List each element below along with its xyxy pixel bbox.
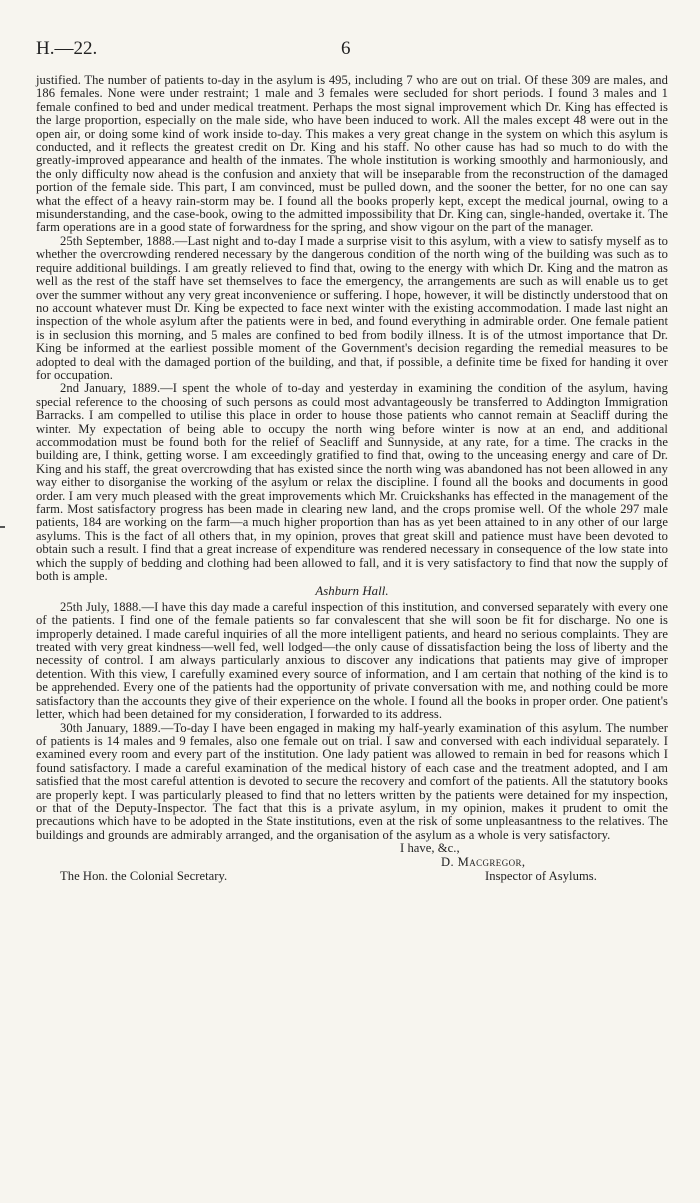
document-body	[36, 74, 668, 898]
margin-mark	[0, 526, 5, 528]
section-title-ashburn-hall: Ashburn Hall.	[315, 584, 389, 599]
paragraph-25-september-1888: 25th September, 1888.—Last night and to-day I made a surprise visit to this asylum, with a view to satisfy myself as to whether the overcrowding rendered necessary by the dangerous condition of the north wing of the building was such as to require additional buildings. I am greatly relieved to find that, owing to the energy with which Dr. King and the matron as well as the rest of the staff have set themselves to face the emergency, the arrangements are such as will enable us to get over the summer without any very great inconvenience or suffering. I hope, however, it will be distinctly understood that on no account whatever must Dr. King be expected to face next winter with the existing accommodation. I made last night an inspection of the whole asylum after the patients were in bed, and found everything in admirable order. One female patient is in seclusion this morning, and 5 males are confined to bed from bodily illness. It is of the utmost importance that Dr. King be informed at the earliest possible moment of the Government's decision regarding the remedial measures to be adopted to deal with the damaged portion of the building, and that, if possible, a definite time be fixed for handing it over for occupation.	[36, 233, 668, 382]
signatory-title: Inspector of Asylums.	[485, 869, 597, 884]
closing-salutation: I have, &c.,	[400, 841, 460, 856]
paragraph-seacliff-continued: justified. The number of patients to-day in the asylum is 495, including 7 who are out on trial. Of these 309 are males, and 186 females. None were under restraint; 1 male and 3 females were secluded for short periods. I found 3 males and 1 female confined to bed and under medical treatment. Perhaps the most signal improvement which Dr. King has effected is the large proportion, especially on the male side, who have been induced to work. All the males except 48 were out in the open air, or doing some kind of work inside to-day. This makes a very great change in the system on which this asylum is conducted, and it reflects the greatest credit on Dr. King and his staff. No other cause has had so much to do with the greatly-improved appearance and health of the inmates. The whole institution is working smoothly and harmoniously, and the only difficulty now ahead is the confusion and anxiety that will be inseparable from the reconstruction of the damaged portion of the female side. This part, I am convinced, must be pulled down, and the sooner the better, for no one can say what the effect of a heavy rain-storm may be. I found all the books properly kept, except the medical journal, owing to a misunderstanding, and the case-book, owing to the admitted impossibility that Dr. King can, single-handed, overtake it. The farm operations are in a good state of forwardness for the spring, and show vigour on the part of the manager.	[36, 73, 668, 235]
page-number: 6	[341, 38, 351, 59]
paragraph-2-january-1889: 2nd January, 1889.—I spent the whole of to-day and yesterday in examining the condition of the asylum, having special reference to the choosing of such persons as could most advantageously be transferred to Addington Immigration Barracks. I am compelled to utilise this place in order to house those patients who cannot remain at Seacliff during the winter. My expectation of being able to occupy the north wing before winter is now at an end, and additional accommodation must be found both for the relief of Seacliff and Sunnyside, at any rate, for a time. The cracks in the building are, I think, getting worse. I am exceedingly gratified to find that, owing to the unceasing energy and care of Dr. King and his staff, the great overcrowding that has existed since the north wing was abandoned has not been allowed in any way either to disorganise the working of the asylum or relax the discipline. I found all the books and documents in good order. I am very much pleased with the great improvements which Mr. Cruickshanks has effected in the management of the farm. Most satisfactory progress has been made in clearing new land, and the crops promise well. Of the whole 297 male patients, 184 are working on the farm—a much higher proportion than has as yet been attained to in any other of our large asylums. This is the fact of all others that, in my opinion, proves that great skill and patience must have been devoted to obtain such a result. I find that a great increase of expenditure was rendered necessary in consequence of the low state into which the supply of bedding and clothing had been allowed to fall, and it is very satisfactory to find that now the supply of both is ample.	[36, 381, 668, 584]
addressee: The Hon. the Colonial Secretary.	[60, 869, 228, 884]
document-reference: H.—22.	[36, 38, 98, 59]
signatory-name: D. Macgregor,	[441, 855, 526, 870]
letter-closing	[36, 842, 668, 898]
paragraph-30-january-1889: 30th January, 1889.—To-day I have been engaged in making my half-yearly examination of this asylum. The number of patients is 14 males and 9 females, also one female out on trial. I saw and conversed with each individual separately. I examined every room and every part of the institution. One lady patient was allowed to remain in bed for reasons which I found satisfactory. I made a careful examination of the medical history of each case and the treatment adopted, and I am satisfied that the most careful attention is devoted to secure the recovery and comfort of the patients. All the statutory books are properly kept. I was particularly pleased to find that no letters written by the patients were detained for my inspection, or that of the Deputy-Inspector. The fact that this is a private asylum, in my opinion, makes it prudent to omit the precautions which have to be adopted in the State institutions, even at the risk of some unpleasantness to the relatives. The buildings and grounds are admirably arranged, and the organisation of the asylum as a whole is very satisfactory.	[36, 720, 668, 842]
page-header	[36, 38, 664, 62]
paragraph-25-july-1888: 25th July, 1888.—I have this day made a careful inspection of this institution, and conversed separately with every one of the patients. I find one of the female patients so far convalescent that she will soon be fit for discharge. No one is improperly detained. I made careful inquiries of all the more intelligent patients, and heard no serious complaints. They are treated with very great kindness—well fed, well lodged—the only cause of dissatisfaction being the loss of liberty and the necessity of control. I am always particularly anxious to discover any indications that patients may give of improper detention. With this view, I carefully examined every source of information, and I am certain that nothing of the kind is to be apprehended. Every one of the patients had the opportunity of private conversation with me, and nothing could be more satisfactory than the accounts they give of their experience on the whole. I found all the books in proper order. One patient's letter, which had been detained for my consideration, I forwarded to its address.	[36, 599, 668, 722]
